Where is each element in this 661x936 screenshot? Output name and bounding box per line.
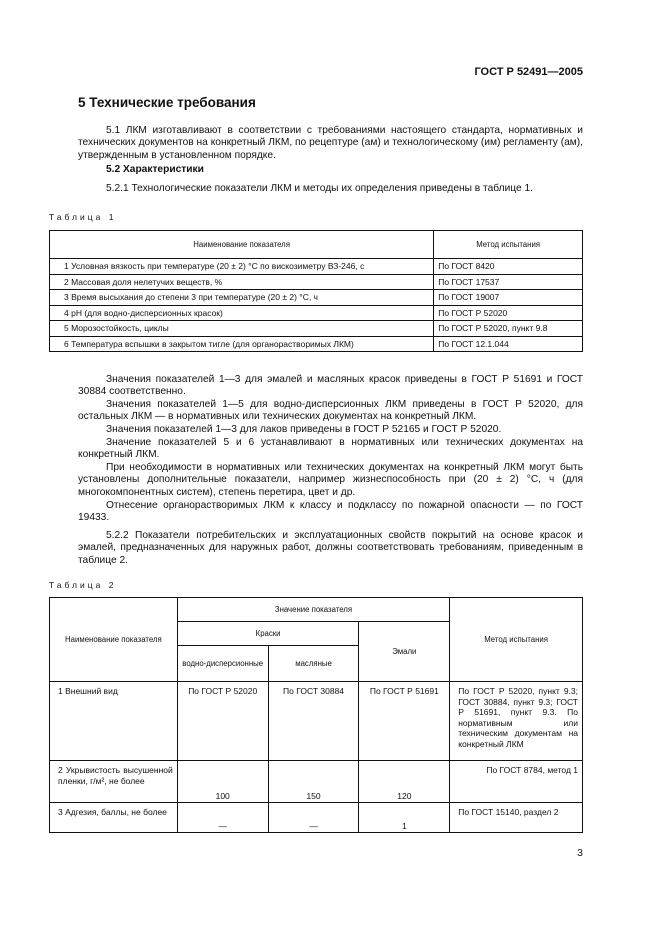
paragraph-5-2-2: 5.2.2 Показатели потребительских и эксплуатационных свойств покрытий на основе красок и эмалей, предназначенных для наружных работ, должны соответствовать требованиям, приведенным в таблице 2. — [78, 530, 583, 566]
table-row — [50, 290, 583, 306]
cell-method: По ГОСТ Р 52020 — [434, 305, 583, 321]
table-2 — [49, 597, 583, 833]
cell-oil: 150 — [268, 761, 359, 803]
cell-indicator: 1 Внешний вид — [50, 682, 178, 761]
cell-indicator: 3 Адгезия, баллы, не более — [50, 803, 178, 833]
cell-method: По ГОСТ 17537 — [434, 274, 583, 290]
cell-water: 100 — [177, 761, 268, 803]
cell-water: — — [177, 803, 268, 833]
cell-indicator: 1 Условная вязкость при температуре (20 ± 2) °С по вискозиметру ВЗ-246, с — [50, 259, 434, 275]
cell-water: По ГОСТ Р 52020 — [177, 682, 268, 761]
section-title: 5 Технические требования — [78, 95, 256, 110]
cell-method: По ГОСТ 15140, раздел 2 — [450, 803, 583, 833]
cell-indicator: 2 Укрывистость высушенной пленки, г/м², не более — [50, 761, 178, 803]
cell-indicator: 6 Температура вспышки в закрытом тигле (для органорастворимых ЛКМ) — [50, 336, 434, 352]
paragraph-after-table1-5: При необходимости в нормативных или технических документах на конкретный ЛКМ могут быть установлены дополнительные показатели, например жизнеспособность при (20 ± 2) °С, ч (для многокомпонентных систем), степень перетира, цвет и др. — [78, 462, 583, 498]
column-header-name: Наименование показателя — [50, 231, 434, 259]
column-header-paints: Краски — [177, 622, 359, 646]
column-header-enamels: Эмали — [359, 622, 450, 682]
cell-method: По ГОСТ 19007 — [434, 290, 583, 306]
cell-indicator: 4 pH (для водно-дисперсионных красок) — [50, 305, 434, 321]
table-row — [50, 259, 583, 275]
cell-method: По ГОСТ Р 52020, пункт 9.8 — [434, 321, 583, 337]
cell-method: По ГОСТ 12.1.044 — [434, 336, 583, 352]
table-header-row — [50, 231, 583, 259]
paragraph-after-table1-2: Значения показателей 1—5 для водно-дисперсионных ЛКМ приведены в ГОСТ Р 52020, для остальных ЛКМ — в нормативных или технических документах на конкретный ЛКМ. — [78, 399, 583, 423]
table-row — [50, 761, 583, 803]
column-header-water-dispersion: водно-дисперсионные — [177, 646, 268, 682]
cell-enamel: По ГОСТ Р 51691 — [359, 682, 450, 761]
column-header-oil: масляные — [268, 646, 359, 682]
column-header-value-group: Значение показателя — [177, 598, 449, 622]
table-row — [50, 305, 583, 321]
subsection-title-5-2: 5.2 Характеристики — [106, 164, 204, 175]
cell-method: По ГОСТ 8420 — [434, 259, 583, 275]
cell-enamel: 1 — [359, 803, 450, 833]
cell-method: По ГОСТ 8784, метод 1 — [450, 761, 583, 803]
paragraph-5-1: 5.1 ЛКМ изготавливают в соответствии с требованиями настоящего стандарта, нормативных и технических документов на конкретный ЛКМ, по рецептуре (ам) и технологическому (им) регламенту (ам), утвержденным в установленном порядке. — [78, 125, 583, 161]
paragraph-after-table1-3: Значения показателей 1—3 для лаков приведены в ГОСТ Р 52165 и ГОСТ Р 52020. — [106, 424, 502, 435]
document-code: ГОСТ Р 52491—2005 — [474, 66, 583, 78]
paragraph-after-table1-6: Отнесение органорастворимых ЛКМ к классу и подклассу по пожарной опасности — по ГОСТ 19433. — [78, 500, 583, 524]
table-row — [50, 803, 583, 833]
table2-label: Таблица 2 — [49, 580, 117, 590]
cell-oil: По ГОСТ 30884 — [268, 682, 359, 761]
table-1 — [49, 230, 583, 352]
table-row — [50, 682, 583, 761]
column-header-name: Наименование показателя — [50, 598, 178, 682]
table1-label: Таблица 1 — [49, 212, 117, 222]
paragraph-5-2-1: 5.2.1 Технологические показатели ЛКМ и методы их определения приведены в таблице 1. — [106, 183, 533, 194]
table-row — [50, 321, 583, 337]
cell-enamel: 120 — [359, 761, 450, 803]
cell-indicator: 2 Массовая доля нелетучих веществ, % — [50, 274, 434, 290]
table-row — [50, 336, 583, 352]
column-header-method: Метод испытания — [450, 598, 583, 682]
cell-oil: — — [268, 803, 359, 833]
table-row — [50, 274, 583, 290]
column-header-method: Метод испытания — [434, 231, 583, 259]
cell-indicator: 3 Время высыхания до степени 3 при температуре (20 ± 2) °С, ч — [50, 290, 434, 306]
cell-indicator: 5 Морозостойкость, циклы — [50, 321, 434, 337]
cell-method: По ГОСТ Р 52020, пункт 9.3; ГОСТ 30884, пункт 9.3; ГОСТ Р 51691, пункт 9.3. По нормативным или техническим документам на конкретный ЛКМ — [450, 682, 583, 761]
page-number: 3 — [577, 847, 583, 859]
paragraph-after-table1-4: Значение показателей 5 и 6 устанавливают в нормативных или технических документах на конкретный ЛКМ. — [78, 437, 583, 461]
paragraph-after-table1-1: Значения показателей 1—3 для эмалей и масляных красок приведены в ГОСТ Р 51691 и ГОСТ 30884 соответственно. — [78, 374, 583, 398]
